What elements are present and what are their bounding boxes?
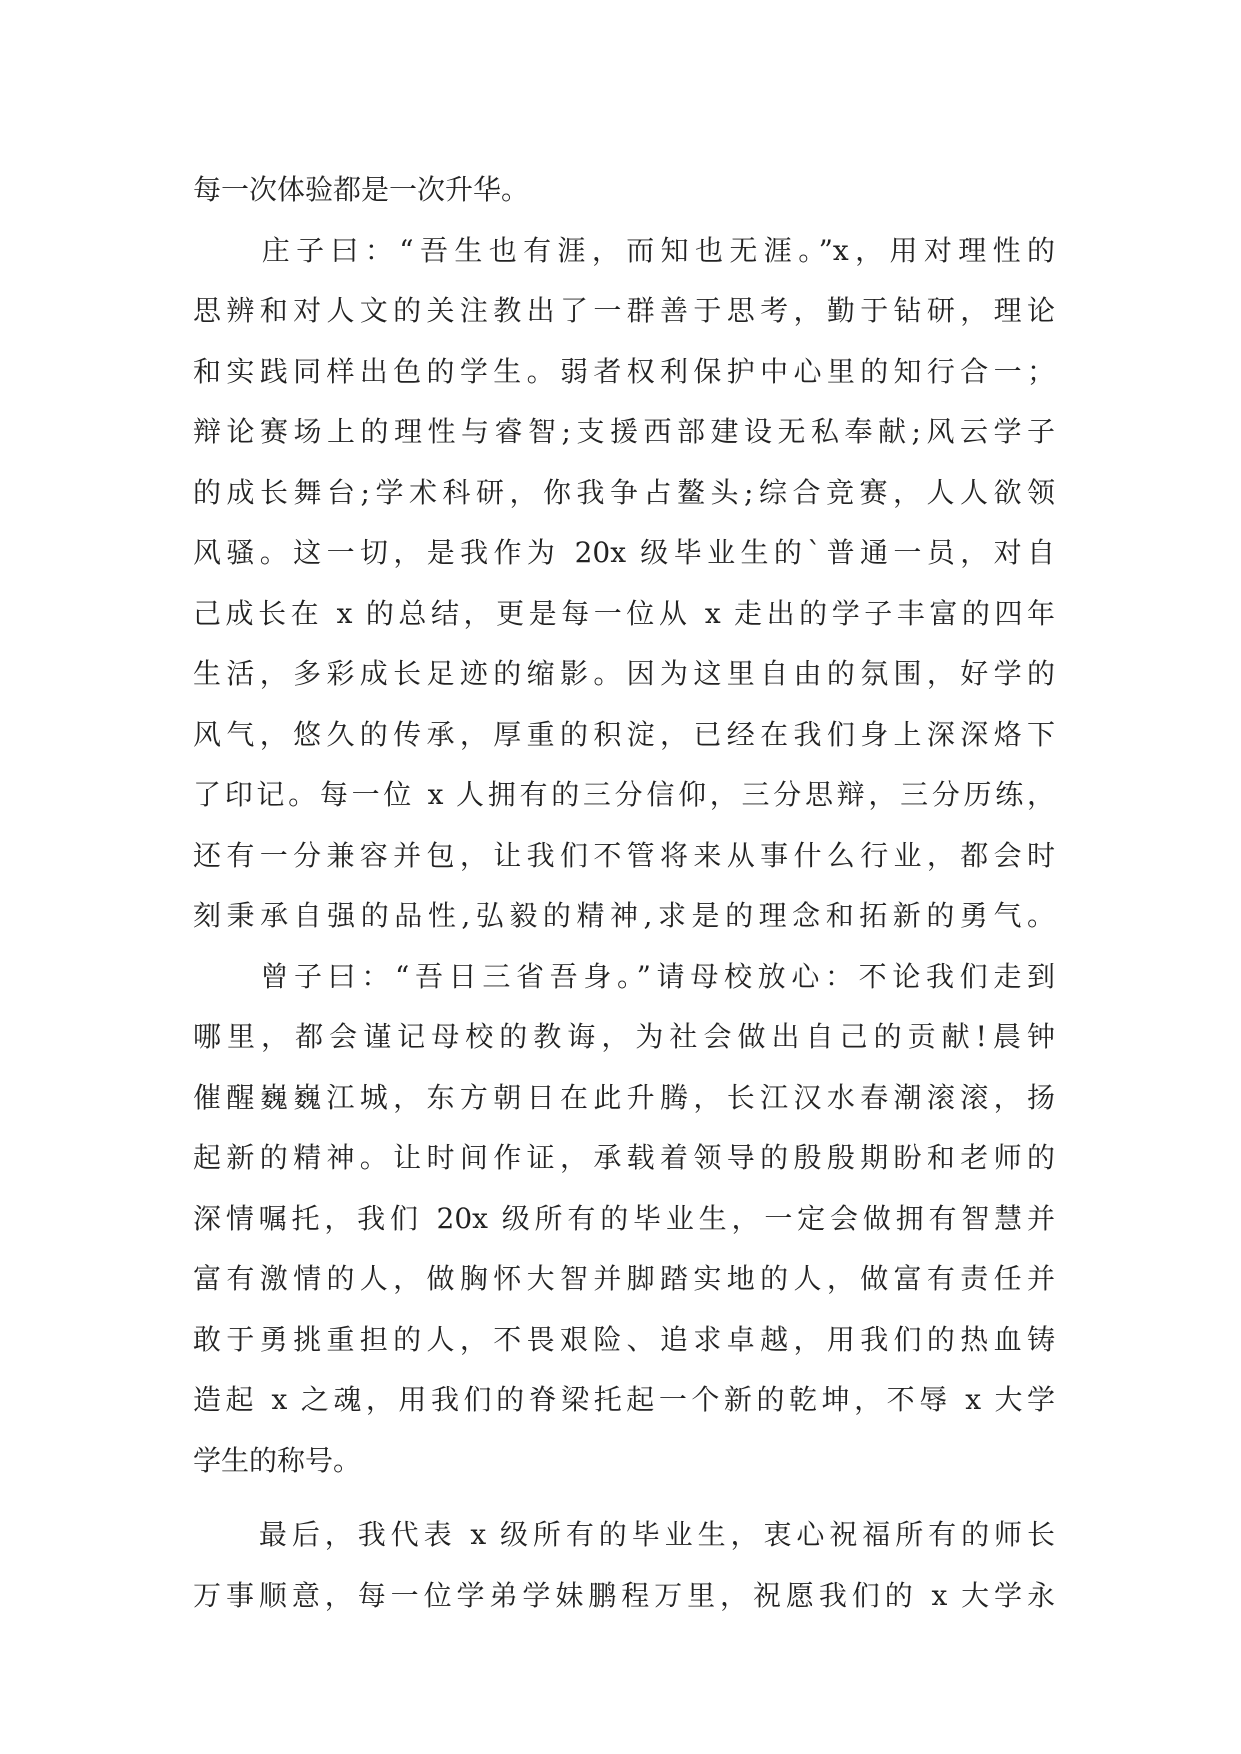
text-line: 风气，悠久的传承，厚重的积淀，已经在我们身上深深烙下 <box>193 717 1055 751</box>
paragraph-4 <box>193 1505 1055 1626</box>
text-line: 生活，多彩成长足迹的缩影。因为这里自由的氛围，好学的 <box>193 657 1055 690</box>
text-line: 了印记。每一位 x 人拥有的三分信仰，三分思辩，三分历练， <box>193 778 1055 811</box>
text-line: 学生的称号。 <box>193 1443 362 1477</box>
text-line: 深情嘱托，我们 20x 级所有的毕业生，一定会做拥有智慧并 <box>193 1201 1055 1235</box>
text-line: 万事顺意，每一位学弟学妹鹏程万里，祝愿我们的 x 大学永 <box>193 1578 1055 1612</box>
text-line: 起新的精神。让时间作证，承载着领导的殷殷期盼和老师的 <box>193 1141 1055 1174</box>
text-line: 每一次体验都是一次升华。 <box>193 173 530 206</box>
text-line: 敢于勇挑重担的人，不畏艰险、追求卓越，用我们的热血铸 <box>193 1322 1055 1356</box>
text-line: 富有激情的人，做胸怀大智并脚踏实地的人，做富有责任并 <box>193 1262 1055 1295</box>
text-line: 最后，我代表 x 级所有的毕业生，衷心祝福所有的师长 <box>193 1518 1055 1551</box>
text-line: 风骚。这一切，是我作为 20x 级毕业生的`普通一员，对自 <box>193 536 1055 569</box>
paragraph-3 <box>193 947 1055 1492</box>
text-line: 庄子曰：“吾生也有涯，而知也无涯。”x，用对理性的 <box>193 233 1055 267</box>
text-line: 造起 x 之魂，用我们的脊梁托起一个新的乾坤，不辱 x 大学 <box>193 1383 1055 1416</box>
text-line: 和实践同样出色的学生。弱者权利保护中心里的知行合一； <box>193 354 1055 388</box>
text-line: 刻秉承自强的品性,弘毅的精神,求是的理念和拓新的勇气。 <box>193 899 1055 932</box>
text-line: 哪里，都会谨记母校的教诲，为社会做出自己的贡献!晨钟 <box>193 1020 1055 1053</box>
text-line: 思辨和对人文的关注教出了一群善于思考，勤于钻研，理论 <box>193 294 1055 327</box>
paragraph-2 <box>193 221 1055 947</box>
text-line: 己成长在 x 的总结，更是每一位从 x 走出的学子丰富的四年 <box>193 596 1055 630</box>
paragraph-1 <box>193 160 1055 221</box>
document-body <box>193 160 1055 1626</box>
text-line: 还有一分兼容并包，让我们不管将来从事什么行业，都会时 <box>193 838 1055 872</box>
text-line: 催醒巍巍江城，东方朝日在此升腾，长江汉水春潮滚滚，扬 <box>193 1080 1055 1114</box>
paragraph-spacing <box>193 1491 1055 1505</box>
text-line: 辩论赛场上的理性与睿智;支援西部建设无私奉献;风云学子 <box>193 415 1055 448</box>
text-line: 的成长舞台;学术科研，你我争占鳌头;综合竞赛，人人欲领 <box>193 475 1055 509</box>
text-line: 曾子曰：“吾日三省吾身。”请母校放心：不论我们走到 <box>193 959 1055 993</box>
